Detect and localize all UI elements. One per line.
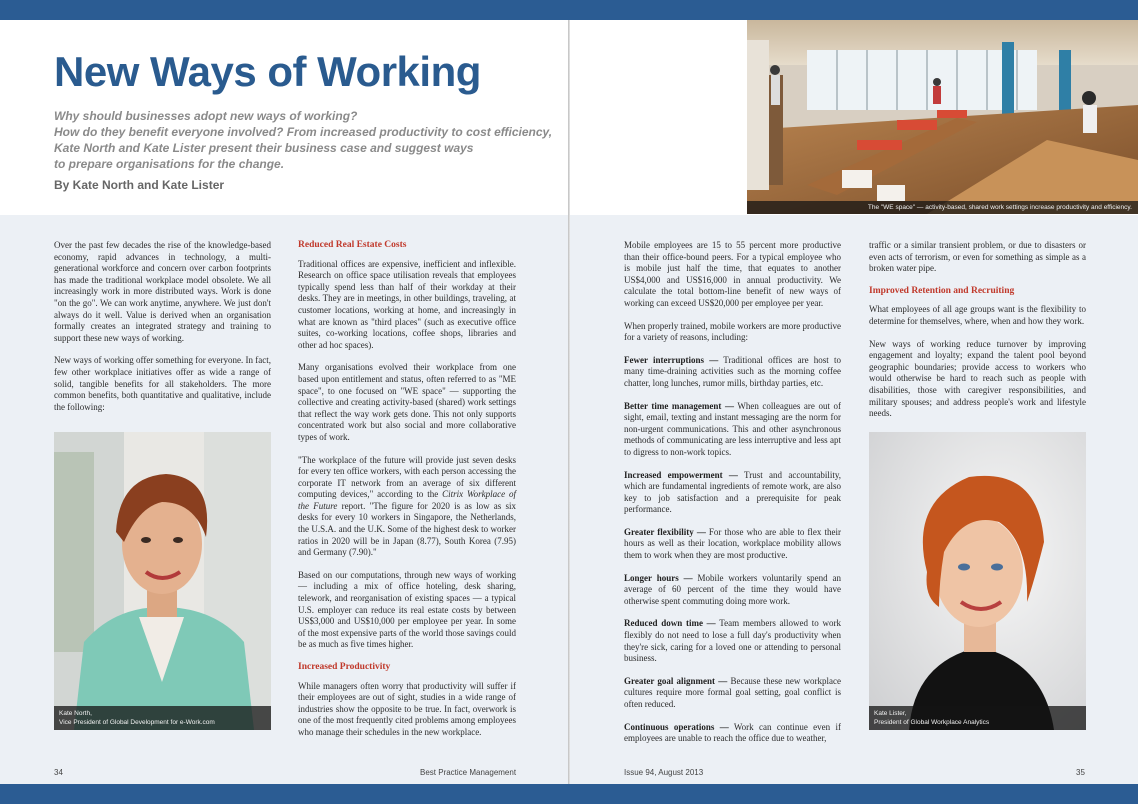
col4-paragraph: traffic or a similar transient problem, or due to disasters or even acts of terrorism, or even for something as simple as a broken water pipe. [869, 240, 1086, 274]
left-page-number: 34 [54, 768, 63, 777]
benefit-term: Better time management — [624, 400, 734, 411]
column-2 [298, 240, 516, 750]
standfirst [54, 108, 553, 172]
benefit-item [624, 470, 841, 516]
benefit-term: Greater flexibility — [624, 526, 706, 537]
benefit-text: For those who are able to flex their hours as well as their location, workplace mobility allows them to work when they are most productive. [624, 526, 841, 561]
col1-paragraph: New ways of working offer something for everyone. In fact, few other workplace initiatives offer as wide a range of solid, tangible benefits for all stakeholders. The more common benefits, both quantitative and qualitative, include the following: [54, 355, 272, 412]
office-photo-caption [747, 201, 1138, 214]
standfirst-line: to prepare organisations for the change. [54, 157, 285, 171]
north-caption-role: Vice President of Global Development for e-Work.com [59, 719, 215, 726]
office-photo [747, 20, 1138, 214]
col1-paragraph: Over the past few decades the rise of the knowledge-based economy, rapid advances in technology, a multi-generational workforce and concern over carbon footprints has made the traditional workplace model obsolete. We all increasingly work in more distributed ways. Work is done "on the go". We can work anytime, anywhere. We just don't always do it well. Value is derived when an organisation formally creates an integrated strategy and training to support these new ways of working. [54, 240, 271, 343]
benefit-item [624, 618, 841, 664]
col3-paragraph: When properly trained, mobile workers are more productive for a variety of reasons, including: [624, 320, 841, 343]
kate-lister-portrait [869, 432, 1086, 730]
issue-date: Issue 94, August 2013 [624, 768, 704, 777]
bottom-color-band [0, 784, 1138, 804]
benefit-text: Team members allowed to work flexibly do not need to lose a full day's productivity when they're sick, caring for a loved one or attending to personal business. [624, 618, 841, 664]
benefit-item [624, 676, 841, 711]
benefit-text: Because these new workplace cultures require more formal goal setting, goal conflict is often reduced. [624, 675, 841, 709]
top-color-band [0, 0, 1138, 20]
benefit-term: Reduced down time — [624, 618, 716, 629]
standfirst-line: Kate North and Kate Lister present their business case and suggest ways [54, 141, 474, 155]
section-heading: Reduced Real Estate Costs [298, 240, 407, 250]
benefit-term: Longer hours — [624, 572, 693, 583]
column-3 [624, 240, 841, 756]
byline: By Kate North and Kate Lister [54, 178, 225, 192]
col2-paragraph: While managers often worry that productivity will suffer if their employees are out of sight, studies in a wide range of industries show the opposite to be true. In fact, overwork is one of the most frequently cited problems among employees who manage their schedules in the new workplace. [298, 680, 516, 737]
office-photo-illustration [747, 20, 1138, 214]
benefit-item [624, 573, 841, 608]
col2-paragraph [298, 455, 516, 559]
benefit-text: When colleagues are out of sight, email, texting and instant messaging are the norm for non-urgent communications. This and other asynchronous methods of communicating are less interruptive and less apt to digress to non-work topics. [624, 400, 841, 457]
kate-north-caption [54, 706, 271, 730]
section-heading: Increased Productivity [298, 662, 391, 672]
benefit-term: Fewer interruptions — [624, 354, 719, 365]
page-spine [568, 20, 570, 784]
standfirst-line: Why should businesses adopt new ways of working? [54, 109, 358, 123]
benefit-term: Increased empowerment — [624, 469, 738, 480]
col2-paragraph: Traditional offices are expensive, inefficient and inflexible. Research on office space utilisation reveals that employees typically spend less than half of their workday at their desks. They are in meetings, in other buildings, traveling, at customer locations, working at home, and increasingly in what are known as "third places" (such as executive office suites, co-working locations, coffee shops, libraries and other ad hoc spaces). [298, 258, 516, 350]
col4-paragraph: What employees of all age groups want is the flexibility to determine for themselves, where, when and how they work. [869, 304, 1086, 326]
column-4 [869, 240, 1086, 431]
benefit-item [624, 355, 841, 390]
report-title: Citrix Workplace of the Future [298, 489, 516, 511]
office-caption-text: The "WE space" — activity-based, shared work settings increase productivity and efficiency. [867, 204, 1132, 211]
quote-text: report. "The figure for 2020 is as low as six desks for every 10 workers in Singapore, the Netherlands, the U.S.A. and the U.K. Some of the highest desk to worker ratios in 2020 will be in Japan (8.77), South Korea (7.95) and Germany (7.90)." [298, 500, 517, 558]
kate-north-portrait [54, 432, 271, 730]
col3-paragraph: Mobile employees are 15 to 55 percent more productive than their office-bound peers. For a typical employee who is mobile just half the time, that equates to another US$4,000 and US$16,000 in annual productivity. We calculate the total bottom-line benefit of new ways of working can exceed US$20,000 per employee per year. [624, 240, 841, 308]
kate-lister-photo [869, 432, 1086, 730]
benefit-text: Work can continue even if employees are unable to reach the office due to weather, [624, 721, 842, 744]
kate-north-photo [54, 432, 271, 730]
benefit-text: Mobile workers voluntarily spend an average of 60 percent of the time they would have otherwise spent commuting doing more work. [624, 572, 841, 606]
kate-lister-caption [869, 706, 1086, 730]
col2-paragraph: Based on our computations, through new ways of working — including a mix of office hoteling, desk sharing, telework, and reorganisation of existing spaces — a typical U.S. employer can reduce its real estate costs by between US$3,000 and US$10,000 per employee per year. In some of the most expensive parts of the world those savings could be as much as five times higher. [298, 569, 516, 650]
lister-caption-name: Kate Lister, [874, 710, 907, 717]
benefit-term: Greater goal alignment — [624, 675, 728, 686]
col2-paragraph: Many organisations evolved their workplace from one based upon entitlement and status, often referred to as "ME space", to one focused on "WE space" — supporting the collective and creating activity-based (shared) work settings that reflect the way work gets done. This not only supports concentrated work but also social and more collaborative types of work. [298, 362, 516, 442]
publication-title: Best Practice Management [420, 768, 517, 777]
column-1 [54, 240, 271, 424]
col4-paragraph: New ways of working reduce turnover by improving engagement and loyalty; expand the talent pool beyond geographic boundaries; provide access to workers who would otherwise be hard to reach such as people with disabilities, those with caregiver responsibilities, and military spouses; and address people's work and lifestyle needs. [869, 338, 1086, 419]
article-title: New Ways of Working [54, 48, 481, 95]
benefit-item [624, 527, 841, 562]
standfirst-line: How do they benefit everyone involved? From increased productivity to cost efficiency, [54, 125, 553, 139]
quote-text: "The workplace of the future will provide just seven desks for every ten office workers, with each person accessing the corporate IT network from an average of six different computing devices," according to the [298, 454, 516, 500]
benefit-text: Trust and accountability, which are fundamental ingredients of remote work, are also key to job satisfaction and a prerequisite for peak performance. [624, 469, 841, 515]
benefit-term: Continuous operations — [624, 721, 729, 732]
right-page-number: 35 [1076, 768, 1085, 777]
north-caption-name: Kate North, [59, 710, 92, 717]
benefit-text: Traditional offices are host to many time-draining activities such as the morning coffee chatter, long lunches, rumor mills, birthday parties, etc. [624, 354, 841, 388]
lister-caption-role: President of Global Workplace Analytics [874, 719, 990, 726]
section-heading: Improved Retention and Recruiting [869, 285, 1015, 296]
benefit-item [624, 401, 841, 459]
benefit-item [624, 722, 841, 745]
